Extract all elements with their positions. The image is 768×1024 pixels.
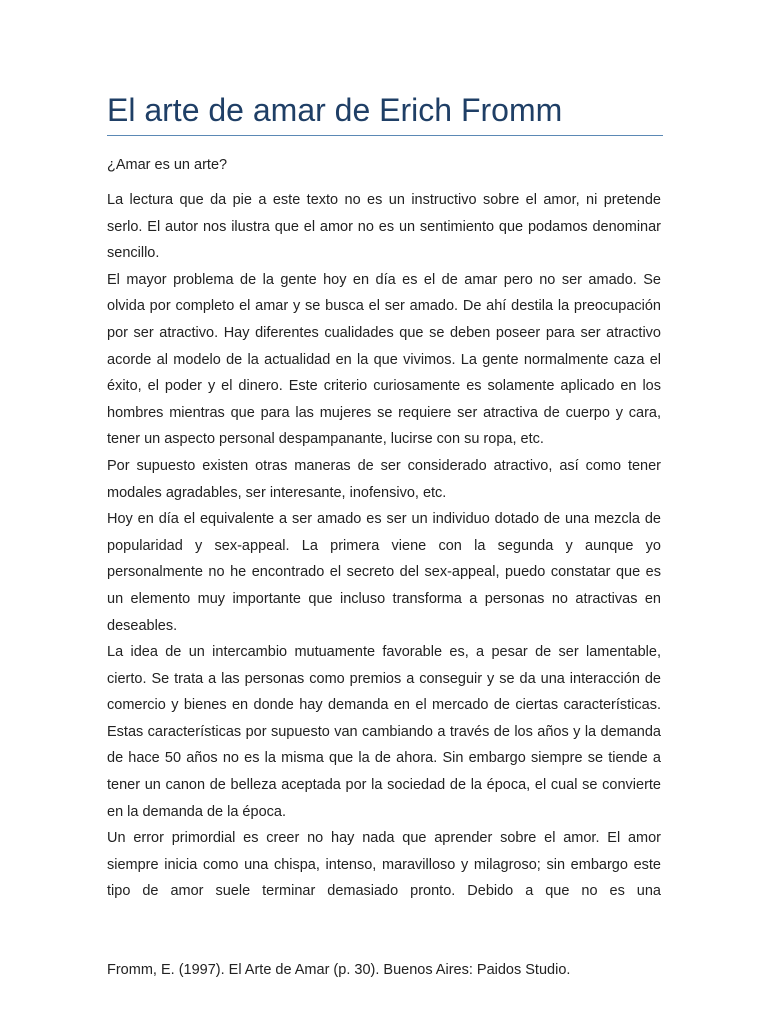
paragraph-1: La lectura que da pie a este texto no es un instructivo sobre el amor, ni pretende serlo. El autor nos ilustra que el amor no es un sentimiento que podamos denominar sencillo. xyxy=(107,192,661,262)
paragraph-2: El mayor problema de la gente hoy en día es el de amar pero no ser amado. Se olvida por completo el amar y se busca el ser amado. De ahí destila la preocupación por ser atractivo. Hay diferentes cualidades que se deben poseer para ser atractivo acorde al modelo de la actualidad en la que vivimos. La gente normalmente caza el éxito, el poder y el dinero. Este criterio curiosamente es solamente aplicado en los hombres mientras que para las mujeres se requiere ser atractiva de cuerpo y cara, tener un aspecto personal despampanante, lucirse con su ropa, etc. xyxy=(107,271,661,448)
paragraph-6: Un error primordial es creer no hay nada que aprender sobre el amor. El amor siempre inicia como una chispa, intenso, maravilloso y milagroso; sin embargo este tipo de amor suele terminar demasiado pronto. Debido a que no es una xyxy=(107,830,661,900)
paragraph-5: La idea de un intercambio mutuamente favorable es, a pesar de ser lamentable, cierto. Se trata a las personas como premios a conseguir y se da una interacción de comercio y bienes en donde hay demanda en el mercado de ciertas características. Estas características por supuesto van cambiando a través de los años y la demanda de hace 50 años no es la misma que la de ahora. Sin embargo siempre se tiende a tener un canon de belleza aceptada por la sociedad de la época, el cual se convierte en la demanda de la época. xyxy=(107,644,661,820)
title-underline xyxy=(107,135,663,136)
body-text xyxy=(107,187,661,905)
page-title: El arte de amar de Erich Fromm xyxy=(107,92,563,128)
footnote-citation: Fromm, E. (1997). El Arte de Amar (p. 30). Buenos Aires: Paidos Studio. xyxy=(107,962,571,978)
paragraph-4: Hoy en día el equivalente a ser amado es ser un individuo dotado de una mezcla de popularidad y sex-appeal. La primera viene con la segunda y aunque yo personalmente no he encontrado el secreto del sex-appeal, puedo constatar que es un elemento muy importante que incluso transforma a personas no atractivas en deseables. xyxy=(107,511,661,634)
section-heading: ¿Amar es un arte? xyxy=(107,157,228,173)
paragraph-3: Por supuesto existen otras maneras de ser considerado atractivo, así como tener modales agradables, ser interesante, inofensivo, etc. xyxy=(107,457,661,501)
